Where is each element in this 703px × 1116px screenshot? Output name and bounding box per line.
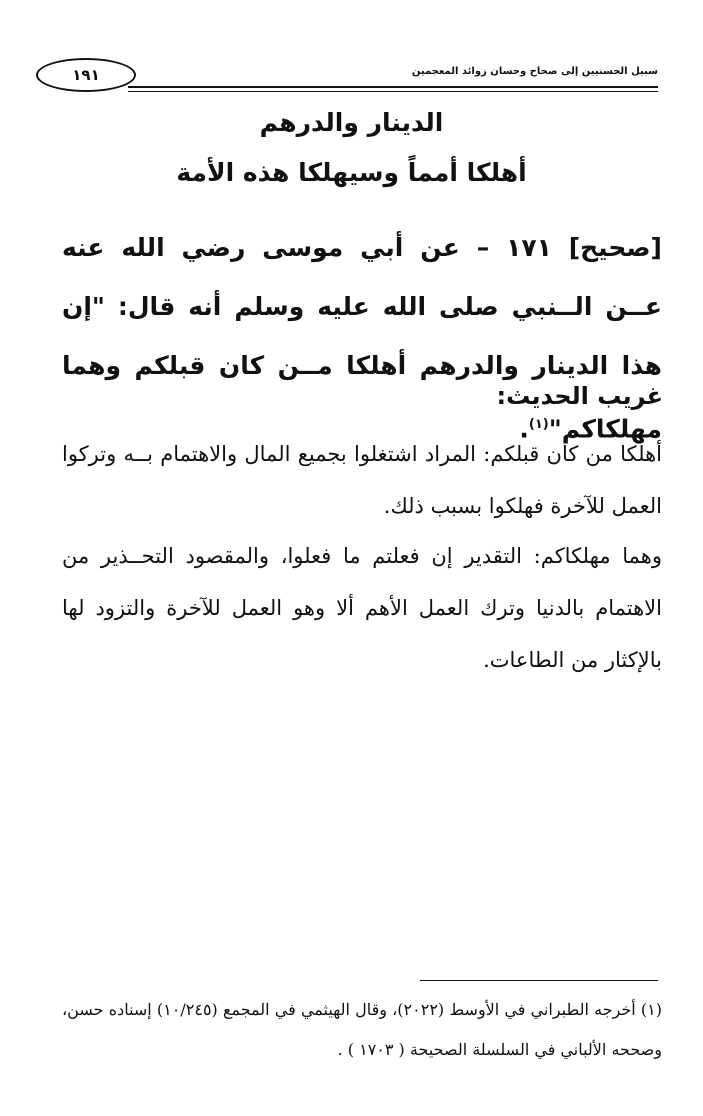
hadith-text bbox=[62, 218, 662, 458]
chapter-title-line1: الدينار والدرهم bbox=[259, 108, 444, 137]
header-rule-thick bbox=[128, 86, 658, 88]
page-number: ١٩١ bbox=[36, 58, 136, 92]
footnote: (١) أخرجه الطبراني في الأوسط (٢٠٢٢)، وقال الهيثمي في المجمع (١٠/٢٤٥) إسناده حسن، وصححه الألباني في السلسلة الصحيحة ( ١٧٠٣ ) . bbox=[62, 1000, 662, 1059]
running-header bbox=[28, 52, 658, 100]
hadith-grade: [صحيح] bbox=[568, 233, 662, 262]
footnote-separator bbox=[420, 980, 658, 981]
gharib-paragraph-1: أهلكا من كان قبلكم: المراد اشتغلوا بجميع المال والاهتمام بــه وتركوا العمل للآخرة فهلكوا بسبب ذلك. bbox=[62, 442, 662, 518]
gharib-heading: غريب الحديث: bbox=[496, 382, 663, 410]
header-rule-thin bbox=[128, 91, 658, 92]
gharib-paragraph-2: وهما مهلكاكم: التقدير إن فعلتم ما فعلوا، والمقصود التحــذير من الاهتمام بالدنيا وترك العمل الأهم ألا وهو العمل للآخرة والتزود لها بالإكثار من الطاعات. bbox=[62, 544, 662, 672]
footnote-marker: (١) bbox=[528, 417, 549, 432]
hadith-body: – عن أبي موسى رضي الله عنه عــن الــنبي صلى الله عليه وسلم أنه قال: "إن هذا الدينار والدرهم أهلكا مــن كان قبلكم وهما مهلكاكم" bbox=[62, 233, 662, 444]
chapter-title-line2: أهلكا أمماً وسيهلكا هذه الأمة bbox=[176, 158, 527, 187]
running-title: سبيل الحسنيين إلى صحاح وحسان زوائد المعجمين bbox=[411, 66, 658, 77]
hadith-number: ١٧١ bbox=[506, 233, 552, 262]
hadith-end: . bbox=[519, 414, 529, 444]
